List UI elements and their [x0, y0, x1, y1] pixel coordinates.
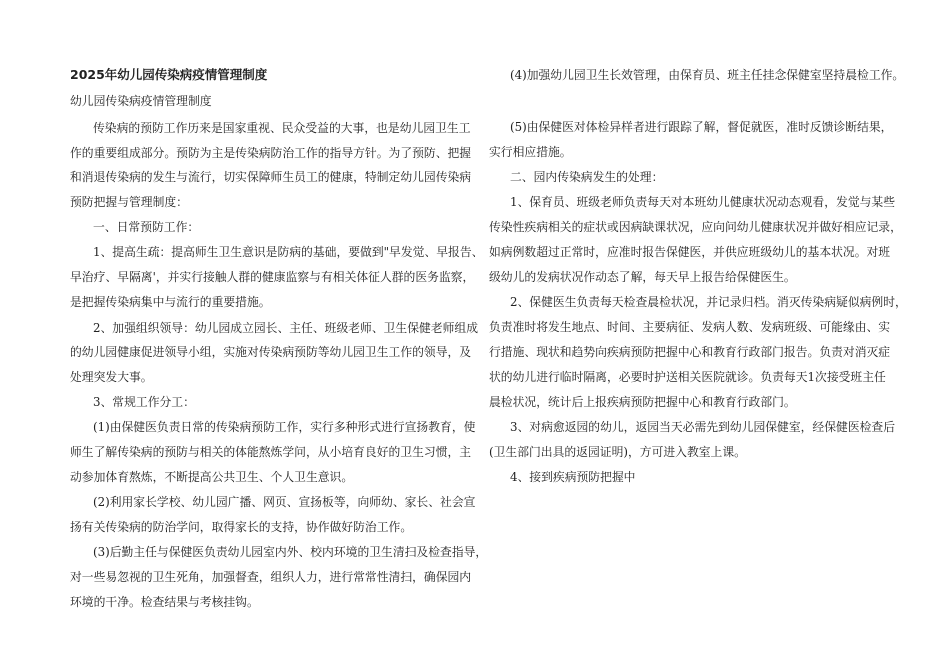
text-line: 对一些易忽视的卫生死角，加强督查，组织人力，进行常常性清扫，确保园内 [70, 570, 472, 584]
text-line: 晨检状况，统计后上报疾病预防把握中心和教育行政部门。 [489, 395, 796, 409]
text-line: (5)由保健医对体检异样者进行跟踪了解，督促就医，准时反馈诊断结果， [510, 120, 893, 134]
text-line: 处理突发大事。 [70, 370, 153, 384]
text-line: 作的重要组成部分。预防为主是传染病防治工作的指导方针。为了预防、把握 [70, 146, 472, 160]
text-line: 级幼儿的发病状况作动态了解，每天早上报告给保健医生。 [489, 270, 796, 284]
text-line: 如病例数超过正常时，应准时报告保健医，并供应班级幼儿的基本状况。对班 [489, 245, 891, 259]
text-line: 负责准时将发生地点、时间、主要病征、发病人数、发病班级、可能缘由、实 [489, 320, 891, 334]
section-heading: 一、日常预防工作： [93, 220, 200, 234]
text-line: 3、对病愈返园的幼儿，返园当天必需先到幼儿园保健室，经保健医检查后 [510, 420, 896, 434]
text-line: (4)加强幼儿园卫生长效管理，由保育员、班主任挂念保健室坚持晨检工作。 [510, 68, 905, 82]
text-line: 2、加强组织领导：幼儿园成立园长、主任、班级老师、卫生保健老师组成 [93, 321, 479, 335]
text-line: 4、接到疾病预防把握中 [510, 470, 636, 484]
text-line: 和消退传染病的发生与流行，切实保障师生员工的健康，特制定幼儿园传染病 [70, 170, 472, 184]
text-line: 环境的干净。检查结果与考核挂钩。 [70, 595, 259, 609]
text-line: 1、保育员、班级老师负责每天对本班幼儿健康状况动态观看，发觉与某些 [510, 195, 896, 209]
document-subtitle: 幼儿园传染病疫情管理制度 [70, 94, 212, 108]
text-line: (1)由保健医负责日常的传染病预防工作，实行多种形式进行宣扬教育，使 [93, 420, 476, 434]
text-line: 3、常规工作分工： [93, 395, 195, 409]
text-line: 传染病的预防工作历来是国家重视、民众受益的大事，也是幼儿园卫生工 [93, 121, 471, 135]
text-line: 传染性疾病相关的症状或因病缺课状况，应向问幼儿健康状况并做好相应记录， [489, 220, 902, 234]
text-line: 实行相应措施。 [489, 145, 572, 159]
section-heading: 二、园内传染病发生的处理： [510, 170, 664, 184]
text-line: 是把握传染病集中与流行的重要措施。 [70, 295, 271, 309]
text-line: (2)利用家长学校、幼儿园广播、网页、宣扬板等，向师幼、家长、社会宣 [93, 495, 476, 509]
text-line: 预防把握与管理制度： [70, 195, 188, 209]
document-title: 2025年幼儿园传染病疫情管理制度 [70, 67, 268, 82]
text-line: (卫生部门出具的返园证明)，方可进入教室上课。 [489, 445, 746, 459]
text-line: 行措施、现状和趋势向疾病预防把握中心和教育行政部门报告。负责对消灭症 [489, 345, 891, 359]
text-line: (3)后勤主任与保健医负责幼儿园室内外、校内环境的卫生清扫及检查指导， [93, 545, 488, 559]
text-line: 动参加体育熬炼，不断提高公共卫生、个人卫生意识。 [70, 470, 354, 484]
text-line: 状的幼儿进行临时隔离，必要时护送相关医院就诊。负责每天1次接受班主任 [489, 370, 886, 384]
text-line: 2、保健医生负责每天检查晨检状况，并记录归档。消灭传染病疑似病例时， [510, 295, 907, 309]
text-line: 扬有关传染病的防治学问，取得家长的支持，协作做好防治工作。 [70, 520, 413, 534]
text-line: 早治疗、早隔离'，并实行接触人群的健康监察与有相关体征人群的医务监察， [70, 270, 475, 284]
text-line: 师生了解传染病的预防与相关的体能熬炼学问，从小培育良好的卫生习惯，主 [70, 445, 472, 459]
text-line: 的幼儿园健康促进领导小组，实施对传染病预防等幼儿园卫生工作的领导，及 [70, 345, 472, 359]
text-line: 1、提高生疏：提高师生卫生意识是防病的基础，要做到"早发觉、早报告、 [93, 245, 484, 259]
